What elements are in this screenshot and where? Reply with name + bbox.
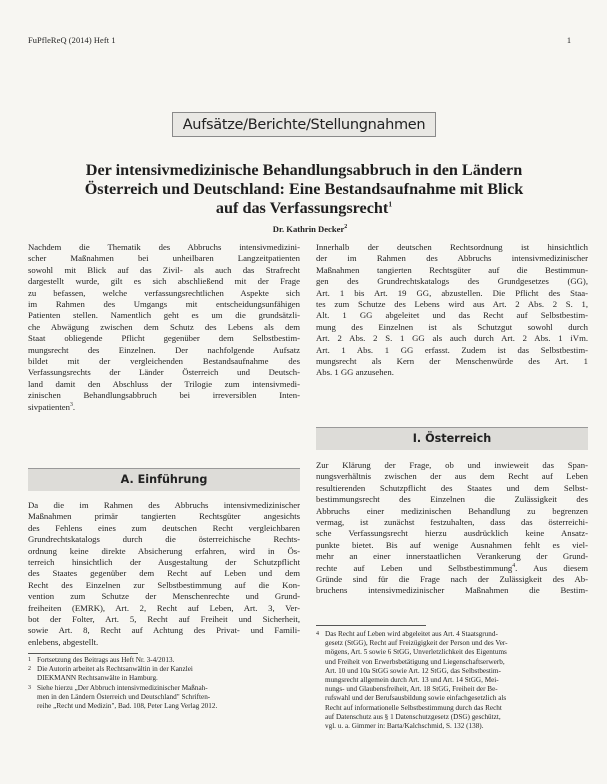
footnote-line [28,674,300,683]
footnote-number: 4 [316,631,319,637]
text-line [316,483,588,494]
section-i-paragraph [316,460,588,597]
text-line [28,637,300,648]
text-line-tail: . Aus diesem [515,562,588,573]
text-line-content: tes zum Schutze des Lebens wird aus Art. 2 Abs. 2 S. 1, [316,299,588,310]
text-line-content: sowie Art. 8, Recht auf Achtung des Privat- und Famili- [28,625,300,636]
text-line-content: punkte bietet. Bis auf wenige Ausnahmen fehlt es viel- [316,539,588,550]
text-line [28,276,300,287]
text-line [316,574,588,585]
footnote-marker: 4 [512,562,516,569]
text-line [28,299,300,310]
text-line [316,356,588,367]
footnotes-right [316,630,588,731]
section-a-paragraph [28,500,300,648]
text-line-content: Verfassungsrechts der Länder Österreich und Deutsch- [28,367,300,378]
footnote-line [28,693,300,702]
author-name: Dr. Kathrin Decker [272,224,345,234]
text-line [28,242,300,253]
text-line-content: Abs. 1 GG anzusehen. [316,367,394,378]
text-line-content: Patienten stellen. Namentlich geht es um die grundsätzli- [28,310,300,321]
text-line [316,322,588,333]
footnote-text: Art. 10 und 10a StGG sowie Art. 12 StGG, das Selbstbestim- [325,666,501,675]
text-line [316,563,588,574]
text-line [28,310,300,321]
text-line-content: Nachdem die Thematik des Abbruchs intensivmedizini- [28,242,300,252]
text-line [28,546,300,557]
text-line [316,517,588,528]
text-line-content: des Staates gegenüber dem Recht auf Leben und dem [28,568,300,579]
text-line-content: Grundrechtskatalogs durch die österreichische Rechts- [28,534,300,545]
footnote-text: mögens, Art. 5 sowie 6 StGG, Unverletzlichkeit des Eigentums [325,648,507,657]
footnote-text: rufswahl und der Berufsausbildung sowie einfachgesetzlich als [325,694,507,703]
footnote-text: mungsrecht allgemein durch Art. 13 und Art. 14 StGG, Mei- [325,676,499,685]
text-line-content: che Abwägung zwischen dem Schutz des Lebens als dem [28,321,300,332]
text-line-content: mung des Einzelnen ist als Schutzgut sowohl durch [316,321,588,332]
text-line [28,523,300,534]
text-line [316,310,588,321]
text-line [28,356,300,367]
text-line [28,379,300,390]
footnote-line [316,722,588,731]
text-line [28,603,300,614]
text-line-content: Art. 1 bis Art. 19 GG, abzustellen. Die Pflicht des Staa- [316,287,588,298]
text-line [316,367,588,378]
footnote-line [316,694,588,703]
text-line-content: sche Verfassungsrecht hierzu ausdrücklich keine Ansatz- [316,528,588,539]
text-line-content: Maßnahmen primär tangierten Rechtsgüter angesichts [28,511,300,522]
section-heading-a: A. Einführung [28,468,300,491]
text-line-content: Abbruchs einer medizinischen Behandlung zu begrenzen [316,505,588,516]
text-line-content: scher Maßnahmen bei unheilbaren Langzeitpatienten [28,253,300,264]
text-line [28,614,300,625]
author-footnote-marker: 2 [344,224,348,231]
text-line [28,322,300,333]
text-line [28,625,300,636]
text-line [316,471,588,482]
text-line [316,288,588,299]
text-line: sivpatienten$^3$. [28,401,76,412]
footnote-rule [316,625,426,626]
text-line-content: bruchens intensivmedizinischer Maßnahmen die Bestim- [316,585,588,596]
section-heading-i: I. Österreich [316,427,588,450]
text-line [316,506,588,517]
text-line-content: mungsrecht des Einzelnen. Der nachfolgende Aufsatz [28,344,300,355]
text-line-content: freiheiten (EMRK), Art. 2, Recht auf Leben, Art. 3, Ver- [28,602,300,613]
text-line-content: sowohl mit Blick auf das Zivil- als auch das Strafrecht [28,264,300,275]
text-line [28,580,300,591]
footnote-text: Die Autorin arbeitet als Rechtsanwältin in der Kanzlei [37,665,193,674]
text-line-content: vermag, ist zunächst festzuhalten, dass das österreichi- [316,517,588,528]
footnote-line [316,713,588,722]
section-label: Aufsätze/Berichte/Stellungnahmen [172,112,436,137]
text-line [316,345,588,356]
text-line [316,265,588,276]
text-line-content: bestimmungsrecht des Einzelnen die Zulässigkeit des [316,494,588,505]
text-line [316,585,588,596]
text-line [28,557,300,568]
running-head: FuPfleReQ (2014) Heft 1 [28,36,116,45]
text-line [28,288,300,299]
title-line [40,199,568,218]
footnote-line [316,667,588,676]
footnote-line [316,648,588,657]
text-line-content: Da die im Rahmen des Abbruchs intensivmedizinischer [28,500,300,510]
text-line-content: land damit den Abschluss der Trilogie zum intensivmedi- [28,378,300,389]
text-line-content: mehr an einer innerstaatlichen Verankerung der Grund- [316,551,588,562]
text-line [316,253,588,264]
text-line-content: Zur Klärung der Frage, ob und inwieweit das Span- [316,460,588,470]
title-footnote-marker: 1 [388,199,393,209]
footnote-text: Das Recht auf Leben wird abgeleitet aus Art. 4 Staatsgrund- [325,630,498,638]
footnote-line [316,639,588,648]
text-line-content: im Rahmen des Umgangs mit entscheidungsunfähigen [28,299,300,310]
footnote-text: und Freiheit von Erwerbsbetätigung und Liegenschaftserwerb, [325,657,505,666]
text-line-content: des Fehlens eines zum deutschen Recht vergleichbaren [28,522,300,533]
footnote-line [316,676,588,685]
footnote-marker: 3 [69,401,73,408]
text-line [316,299,588,310]
text-line-content: Recht des Einzelnen zur Selbstbestimmung auf die Kon- [28,579,300,590]
text-line [28,333,300,344]
footnote-text: men in den Ländern Österreich und Deutschland" Schriften- [37,692,211,701]
text-line-content: zu befassen, welche verfassungsrechtlichen Aspekte sich [28,287,300,298]
text-line [28,253,300,264]
footnote-line [316,658,588,667]
text-line [28,591,300,602]
right-intro-paragraph [316,242,588,379]
text-line [316,494,588,505]
footnote-text: Recht auf informationelle Selbstbestimmung durch das Recht [325,703,502,712]
text-line [316,242,588,253]
footnote-number: 3 [28,684,31,691]
footnote-text: auf Datenschutz aus § 1 Datenschutzgesetz (DSG) geschützt, [325,712,501,721]
footnote-text: Fortsetzung des Beitrags aus Heft Nr. 3-4/2013. [37,656,175,664]
text-line [28,568,300,579]
footnote-text: Siehe hierzu „Der Abbruch intensivmedizinischer Maßnah- [37,683,208,692]
title-line-text: auf das Verfassungsrecht [215,199,389,217]
footnote-rule [28,653,138,654]
text-line-content: terreich hinsichtlich der Ausgestaltung der Schutzpflicht [28,557,300,568]
text-line-content: Alt. 1 GG abgeleitet und das Recht auf Selbstbestim- [316,310,588,321]
text-line-content: Art. 2 Abs. 2 S. 1 GG als auch durch Art. 2 Abs. 1 iVm. [316,333,588,344]
text-line-content: nungsverhältnis zwischen der aus dem Recht auf Leben [316,471,588,482]
text-line [28,265,300,276]
text-line-content: resultierenden Schutzpflicht des Staates und dem Selbst- [316,482,588,493]
text-line-content: Staat obliegende Pflicht gegenüber dem Selbstbestim- [28,333,300,344]
text-line-content: enlebens, abgestellt. [28,636,99,647]
text-line [316,460,588,471]
footnote-text: reihe „Recht und Medizin", Bad. 108, Peter Lang Verlag 2012. [37,702,218,711]
title-line: Der intensivmedizinische Behandlungsabbruch in den Ländern [85,161,523,179]
title-line: Österreich und Deutschland: Eine Bestandsaufnahme mit Blick [84,180,524,198]
intro-paragraph [28,242,300,413]
text-line-content: dargestellt wurde, gilt es sich abschließend mit der Frage [28,276,300,287]
footnote-text: gesetz (StGG), Recht auf Freizügigkeit der Person und des Ver- [325,639,508,648]
footnote-line [28,702,300,711]
text-line-content: zinischen Behandlungsabbruch bei irreversiblen Inten- [28,390,300,401]
text-line [316,540,588,551]
text-line [28,534,300,545]
text-line-content: Innerhalb der deutschen Rechtsordnung ist hinsichtlich [316,242,588,252]
text-line-content: vention zum Schutze der Menschenrechte und Grund- [28,591,300,602]
text-line [28,390,300,401]
text-line-content: Maßnahmen tangierten Rechtsgüter auf die Bestimmun- [316,264,588,275]
footnote-line [28,665,300,674]
footnotes-left [28,656,300,711]
footnote-text: DIEKMANN Rechtsanwälte in Hamburg. [37,674,158,683]
text-line [28,345,300,356]
text-line [316,276,588,287]
author [40,224,580,234]
text-line-content: der im Rahmen des Abbruchs intensivmedizinischer [316,253,588,264]
footnote-text: nungs- und Glaubensfreiheit, Art. 18 StGG, Freiheit der Be- [325,685,498,694]
text-line [28,367,300,378]
article-title [40,161,568,218]
footnote-line [316,630,588,639]
footnote-line [28,656,300,665]
footnote-text: vgl. u. a. Gimmer in: Barta/Kalchschmid, S. 132 (138). [325,722,484,731]
footnote-number: 2 [28,666,31,673]
text-line-content: Art. 1 Abs. 1 GG erfasst. Zudem ist das Selbstbestim- [316,344,588,355]
text-line-content: bildet mit der vergleichenden Bestandsaufnahme des [28,356,300,367]
text-line [316,551,588,562]
text-line-content: rechte auf Leben und Selbstbestimmung [316,562,513,573]
text-line [28,511,300,522]
text-line [316,333,588,344]
text-line-content: mungsrecht als Kern der Menschenwürde des Art. 1 [316,356,588,367]
footnote-line [316,704,588,713]
footnote-line [316,685,588,694]
text-line [316,528,588,539]
text-line [28,500,300,511]
footnote-number: 1 [28,657,31,663]
page-number: 1 [566,36,571,45]
footnote-line [28,684,300,693]
text-line-content: Gründe sind für die Frage nach der Zulässigkeit des Ab- [316,574,588,585]
text-line-content: sivpatienten [28,401,70,412]
text-line-content: ordnung keine direkte Absicherung erfahren, wird in Ös- [28,545,300,556]
text-line-content: bot der Folter, Art. 5, Recht auf Freiheit und Sicherheit, [28,614,300,625]
text-line-content: gen des Grundrechtskatalogs des Grundgesetzes (GG), [316,276,588,287]
